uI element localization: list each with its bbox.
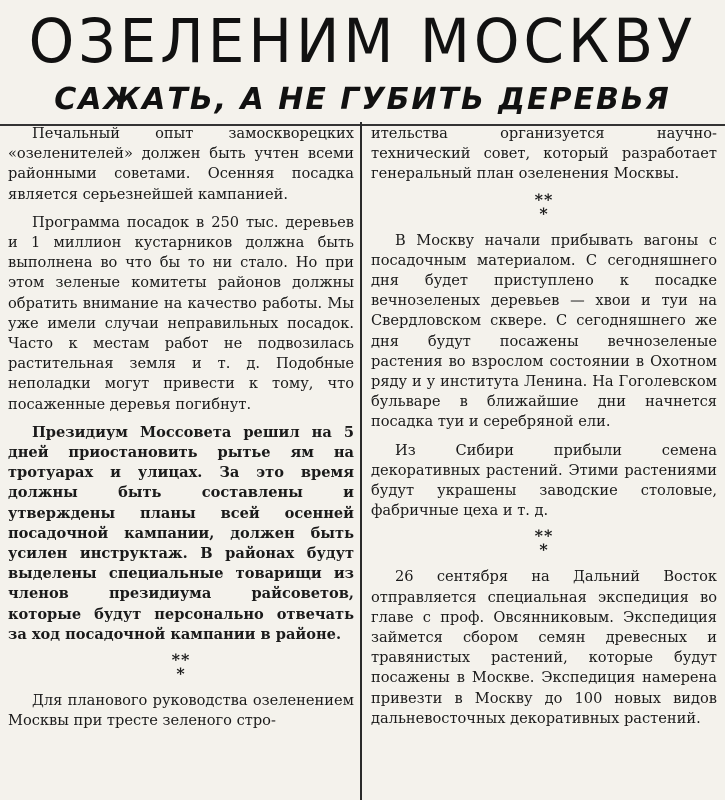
section-separator-stars — [371, 526, 717, 560]
left-paragraph-4: Для планового руководства озеленением Москвы при тресте зеленого стро- — [8, 692, 354, 730]
stars-bottom: * — [539, 540, 549, 560]
left-paragraph-2: Программа посадок в 250 тыс. деревьев и 1 миллион кустарников должна быть выполнена во что бы то ни стало. Но при этом зеленые комитеты районов должны обратить внимание на качество работы. Мы уже имели случаи неправильных посадок. Часто к местам работ не подвозилась растительная земля и т. д. Подобные неполадки могут привести к тому, что посаженные деревья погибнут. — [8, 213, 354, 413]
stars-bottom: * — [539, 203, 549, 223]
right-column — [371, 124, 717, 737]
section-separator-stars — [371, 189, 717, 223]
left-paragraph-1: Печальный опыт замоскворецких «озеленителей» должен быть учтен всеми районными советами. Осенняя посадка является серьезнейшей кампанией. — [8, 125, 354, 203]
right-paragraph-3: Из Сибири прибыли семена декоративных растений. Этими растениями будут украшены заводские столовые, фабричные цеха и т. д. — [371, 441, 717, 520]
left-paragraph-3: Президиум Моссовета решил на 5 дней приостановить рытье ям на тротуарах и улицах. За это время должны быть составлены и утверждены планы всей осенней посадочной кампании, должен быть усилен инструктаж. В районах будут выделены специальные товарищи из членов президиума райсоветов, которые будут персонально отвечать за ход посадочной кампании в районе. — [8, 423, 354, 643]
right-paragraph-2: В Москву начали прибывать вагоны с посадочным материалом. С сегодняшнего дня будет приступлено к посадке вечнозеленых деревьев — хвои и туи на Свердловском сквере. С сегодняшнего же дня будут посажены вечнозеленые растения во взрослом состоянии в Охотном ряду и у института Ленина. На Гоголевском бульваре в ближайшие дни начнется посадка туи и серебряной ели. — [371, 231, 717, 431]
stars-top: ** — [534, 189, 554, 209]
left-column — [8, 124, 354, 739]
stars-top: ** — [534, 526, 554, 546]
subheadline: САЖАТЬ, А НЕ ГУБИТЬ ДЕРЕВЬЯ — [54, 82, 671, 117]
stars-top: ** — [171, 650, 191, 670]
stars-bottom: * — [176, 664, 186, 684]
right-paragraph-4: 26 сентября на Дальний Восток отправляется специальная экспедиция во главе с проф. Овсянниковым. Экспедиция займется сбором семян древесных и травянистых растений, которые будут посажены в Москве. Экспедиция намерена привезти в Москву до 100 новых видов дальневосточных декоративных растений. — [371, 568, 717, 727]
right-paragraph-1: ительства организуется научно-технический совет, который разработает генеральный план озеленения Москвы. — [371, 125, 717, 183]
headline: ОЗЕЛЕНИМ МОСКВУ — [28, 5, 697, 77]
section-separator-stars — [8, 650, 354, 684]
column-divider — [360, 122, 362, 800]
